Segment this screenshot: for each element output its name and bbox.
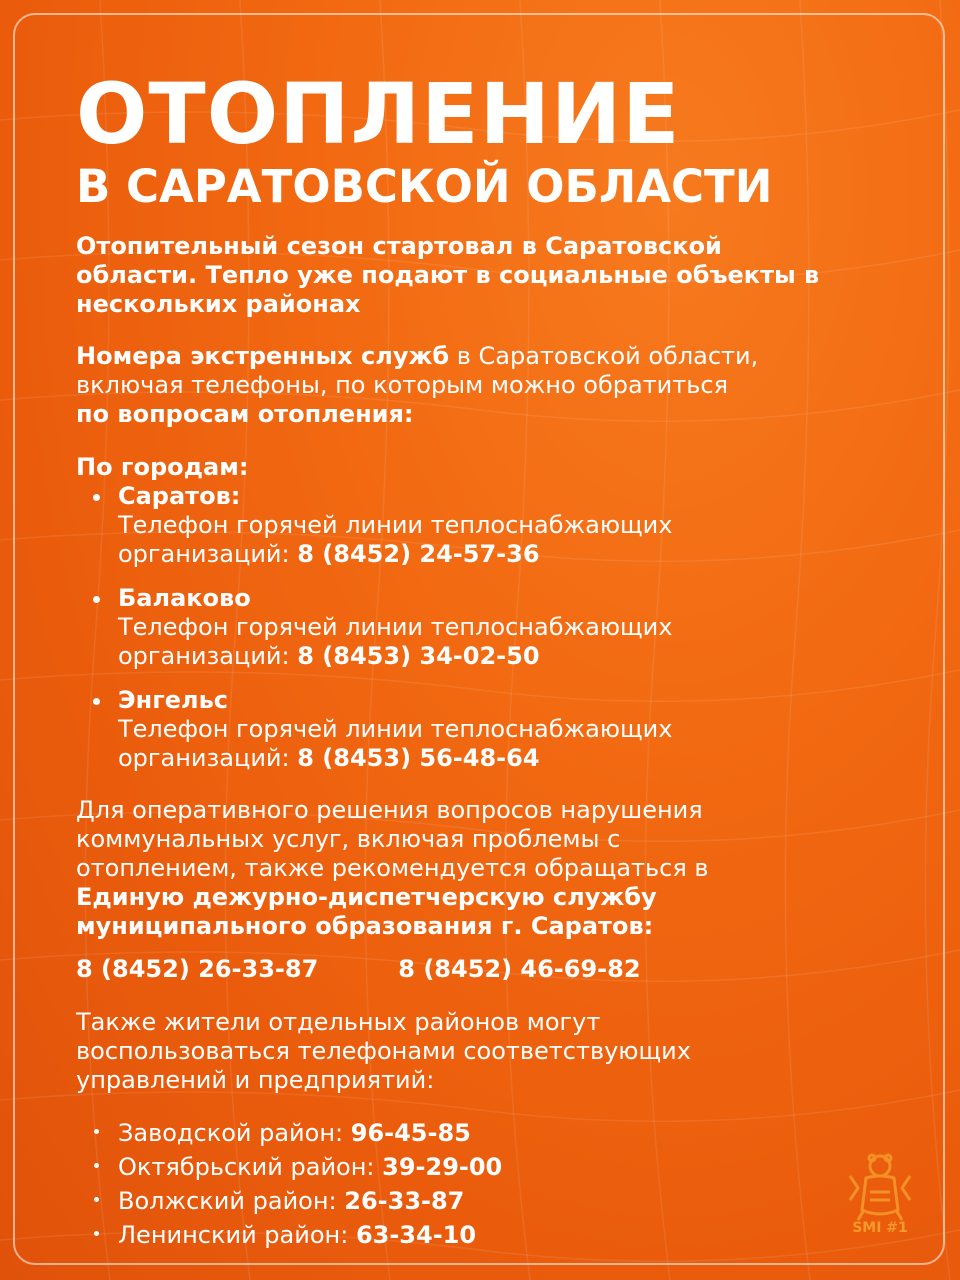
edds-bold: муниципального образования г. Саратов: xyxy=(76,912,654,940)
lead-line: области. Тепло уже подают в социальные объекты в xyxy=(76,261,820,289)
district-item xyxy=(76,1116,896,1150)
emergency-text: включая телефоны, по которым можно обратиться xyxy=(76,371,729,399)
district-phone: 63-34-10 xyxy=(355,1221,477,1249)
emergency-paragraph xyxy=(76,342,896,429)
emergency-bold: по вопросам отопления: xyxy=(76,400,414,428)
city-prefix: организаций: xyxy=(118,642,298,670)
bullet-icon xyxy=(93,494,100,501)
city-phone: 8 (8452) 24-57-36 xyxy=(297,540,540,568)
city-desc: Телефон горячей линии теплоснабжающих xyxy=(118,715,673,743)
district-phone: 26-33-87 xyxy=(344,1187,465,1215)
city-item xyxy=(76,686,896,773)
edds-text: отоплением, также рекомендуется обращаться в xyxy=(76,854,709,882)
lead-paragraph xyxy=(76,232,896,319)
district-item xyxy=(76,1184,896,1218)
bullet-icon xyxy=(93,698,100,705)
edds-phone: 8 (8452) 26-33-87 xyxy=(76,955,319,983)
cities-header: По городам: xyxy=(76,453,249,481)
district-label: Октябрьский район: xyxy=(118,1153,383,1181)
edds-phone: 8 (8452) 46-69-82 xyxy=(398,955,641,983)
edds-bold: Единую дежурно-диспетчерскую службу xyxy=(76,883,657,911)
lead-line: Отопительный сезон стартовал в Саратовской xyxy=(76,232,722,260)
district-phone: 39-29-00 xyxy=(382,1153,503,1181)
city-phone: 8 (8453) 34-02-50 xyxy=(297,642,540,670)
districts-list xyxy=(76,1116,896,1252)
district-item xyxy=(76,1218,896,1252)
edds-text: Для оперативного решения вопросов нарушения xyxy=(76,796,703,824)
city-item xyxy=(76,584,896,671)
district-label: Волжский район: xyxy=(118,1187,345,1215)
title-line-2: В САРАТОВСКОЙ ОБЛАСТИ xyxy=(76,160,773,213)
bullet-icon xyxy=(93,596,100,603)
city-name: Саратов: xyxy=(118,482,241,510)
district-label: Ленинский район: xyxy=(118,1221,356,1249)
lead-line: нескольких районах xyxy=(76,290,361,318)
districts-intro-line: воспользоваться телефонами соответствующих xyxy=(76,1037,691,1065)
city-desc: Телефон горячей линии теплоснабжающих xyxy=(118,511,673,539)
emergency-text: в Саратовской области, xyxy=(449,342,759,370)
city-desc: Телефон горячей линии теплоснабжающих xyxy=(118,613,673,641)
title-line-1: ОТОПЛЕНИЕ xyxy=(76,65,681,163)
edds-phones xyxy=(76,955,896,984)
city-item xyxy=(76,482,896,569)
edds-paragraph xyxy=(76,796,896,941)
district-item xyxy=(76,1150,896,1184)
districts-intro-line: управлений и предприятий: xyxy=(76,1066,435,1094)
city-phone: 8 (8453) 56-48-64 xyxy=(297,744,540,772)
bullet-icon xyxy=(94,1197,99,1202)
bullet-icon xyxy=(94,1231,99,1236)
edds-text: коммунальных услуг, включая проблемы с xyxy=(76,825,621,853)
bullet-icon xyxy=(94,1163,99,1168)
city-name: Балаково xyxy=(118,584,251,612)
city-name: Энгельс xyxy=(118,686,228,714)
district-label: Заводской район: xyxy=(118,1119,351,1147)
city-prefix: организаций: xyxy=(118,744,298,772)
content xyxy=(76,65,896,1252)
emergency-bold: Номера экстренных служб xyxy=(76,342,450,370)
districts-intro-line: Также жители отдельных районов могут xyxy=(76,1008,601,1036)
city-prefix: организаций: xyxy=(118,540,298,568)
logo-text: SMI #1 xyxy=(852,1220,908,1236)
bullet-icon xyxy=(94,1129,99,1134)
district-phone: 96-45-85 xyxy=(350,1119,471,1147)
districts-intro xyxy=(76,1008,896,1095)
